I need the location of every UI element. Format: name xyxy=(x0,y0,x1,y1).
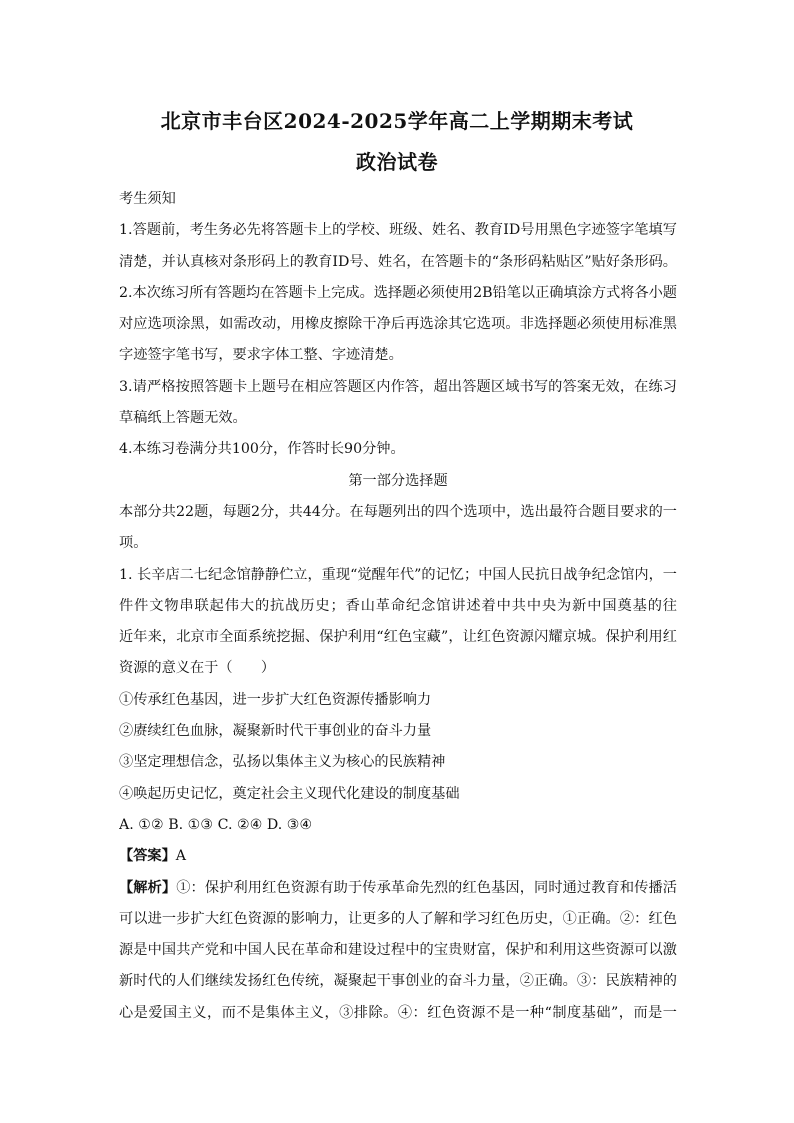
analysis-line: 心是爱国主义，而不是集体主义，③排除。④：红色资源不是一种“制度基础”，而是一 xyxy=(119,1004,677,1021)
notice-line: 对应选项涂黑，如需改动，用橡皮擦除干净后再选涂其它选项。非选择题必须使用标准黑 xyxy=(119,316,677,333)
question-stem-line: 1. 长辛店二七纪念馆静静伫立，重现“觉醒年代”的记忆；中国人民抗日战争纪念馆内，一 xyxy=(119,566,677,583)
section-heading: 第一部分选择题 xyxy=(348,472,448,489)
question-statement: ②赓续红色血脉，凝聚新时代干事创业的奋斗力量 xyxy=(119,723,432,740)
exam-title: 北京市丰台区2024-2025学年高二上学期期末考试 xyxy=(160,109,634,133)
notice-line: 3.请严格按照答题卡上题号在相应答题区内作答，超出答题区域书写的答案无效，在练习 xyxy=(119,378,677,395)
exam-subtitle: 政治试卷 xyxy=(356,150,438,174)
notice-line: 草稿纸上答题无效。 xyxy=(119,410,247,427)
question-statement: ③坚定理想信念，弘扬以集体主义为核心的民族精神 xyxy=(119,754,446,771)
question-statement: ④唤起历史记忆，奠定社会主义现代化建设的制度基础 xyxy=(119,785,460,802)
analysis-line: 新时代的人们继续发扬红色传统，凝聚起干事创业的奋斗力量，②正确。③：民族精神的 xyxy=(119,973,677,990)
notice-line: 4.本练习卷满分共100分，作答时长90分钟。 xyxy=(119,441,405,458)
question-stem-line: 件件文物串联起伟大的抗战历史；香山革命纪念馆讲述着中共中央为新中国奠基的往 xyxy=(119,597,677,614)
answer-label: 【答案】 xyxy=(119,848,176,865)
analysis-line: 可以进一步扩大红色资源的影响力，让更多的人了解和学习红色历史，①正确。②：红色 xyxy=(119,910,677,927)
analysis-text: ①：保护利用红色资源有助于传承革命先烈的红色基因，同时通过教育和传播活 xyxy=(176,879,677,896)
analysis-line: 源是中国共产党和中国人民在革命和建设过程中的宝贵财富，保护和利用这些资源可以激 xyxy=(119,942,677,959)
page-content xyxy=(119,184,677,1029)
analysis-label: 【解析】 xyxy=(119,879,177,896)
question-statement: ①传承红色基因，进一步扩大红色资源传播影响力 xyxy=(119,691,432,708)
notice-line: 2.本次练习所有答题均在答题卡上完成。选择题必须使用2B铅笔以正确填涂方式将各小题 xyxy=(119,284,677,301)
notice-line: 字迹签字笔书写，要求字体工整、字迹清楚。 xyxy=(119,347,403,364)
notice-line: 清楚，并认真核对条形码上的教育ID号、姓名，在答题卡的“条形码粘贴区”贴好条形码。 xyxy=(119,253,677,270)
notice-heading: 考生须知 xyxy=(119,191,176,207)
answer-value: A xyxy=(175,848,187,865)
question-stem-line: 资源的意义在于（ ） xyxy=(119,660,276,677)
analysis-line xyxy=(119,873,677,904)
section-intro-line: 本部分共22题，每题2分，共44分。在每题列出的四个选项中，选出最符合题目要求的一 xyxy=(119,503,677,520)
question-options: A. ①② B. ①③ C. ②④ D. ③④ xyxy=(119,816,313,833)
question-stem-line: 近年来，北京市全面系统挖掘、保护利用“红色宝藏”，让红色资源闪耀京城。保护利用红 xyxy=(119,629,677,646)
answer-line xyxy=(119,841,677,872)
section-intro-line: 项。 xyxy=(119,535,148,552)
notice-line: 1.答题前，考生务必先将答题卡上的学校、班级、姓名、教育ID号用黑色字迹签字笔填写 xyxy=(119,222,677,239)
